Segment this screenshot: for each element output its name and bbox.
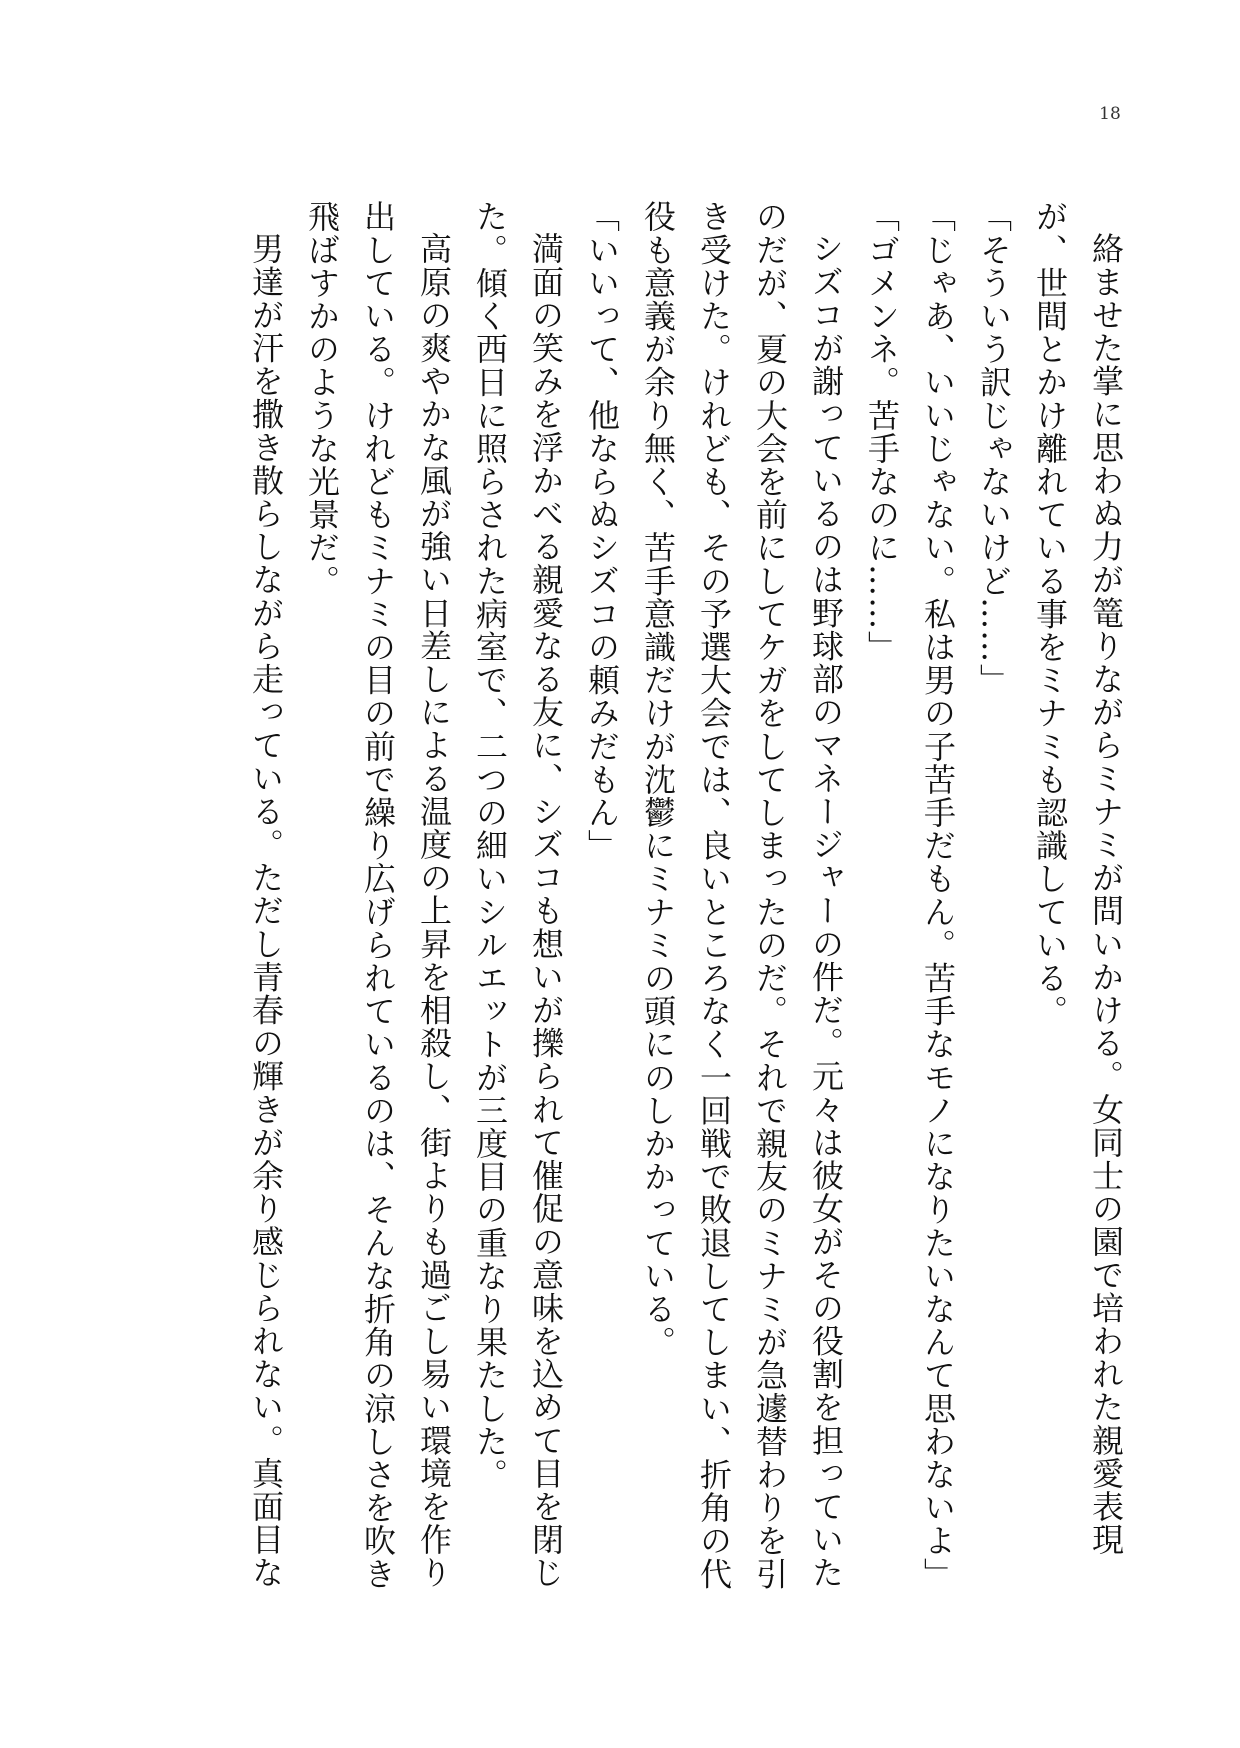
dialogue-line-3: 「ゴメンネ。苦手なのに……」: [863, 200, 901, 664]
paragraph-5: 男達が汗を撒き散らしながら走っている。ただし青春の輝きが余り感じられない。真面目な: [247, 232, 285, 1590]
dialogue-line-4: 「いいって、他ならぬシズコの頼みだもん」: [583, 200, 621, 862]
page-number: 18: [1099, 104, 1121, 124]
paragraph-4: 高原の爽やかな風が強い日差しによる温度の上昇を相殺し、街よりも過ごし易い環境を作り出している。けれどもミナミの目の前で繰り広げられているのは、そんな折角の涼しさを吹き飛ばすかのような光景だ。: [303, 200, 453, 1591]
body-text: [170, 200, 1134, 1600]
paragraph-2: シズコが謝っているのは野球部のマネージャーの件だ。元々は彼女がその役割を担っていたのだが、夏の大会を前にしてケガをしてしまったのだ。それで親友のミナミが急遽替わりを引き受けた。けれども、その予選大会では、良いところなく一回戦で敗退してしまい、折角の代役も意義が余り無く、苦手意識だけが沈鬱にミナミの頭にのしかかっている。: [639, 200, 845, 1591]
dialogue-line-1: 「そういう訳じゃないけど……」: [975, 200, 1013, 697]
paragraph-3: 満面の笑みを浮かべる親愛なる友に、シズコも想いが擽られて催促の意味を込めて目を閉じた。傾く西日に照らされた病室で、二つの細いシルエットが三度目の重なり果たした。: [471, 200, 565, 1590]
dialogue-line-2: 「じゃあ、いいじゃない。私は男の子苦手だもん。苦手なモノになりたいなんて思わないよ」: [919, 200, 957, 1591]
paragraph-1: 絡ませた掌に思わぬ力が篭りながらミナミが問いかける。女同士の園で培われた親愛表現が、世間とかけ離れている事をミナミも認識している。: [1031, 200, 1125, 1556]
